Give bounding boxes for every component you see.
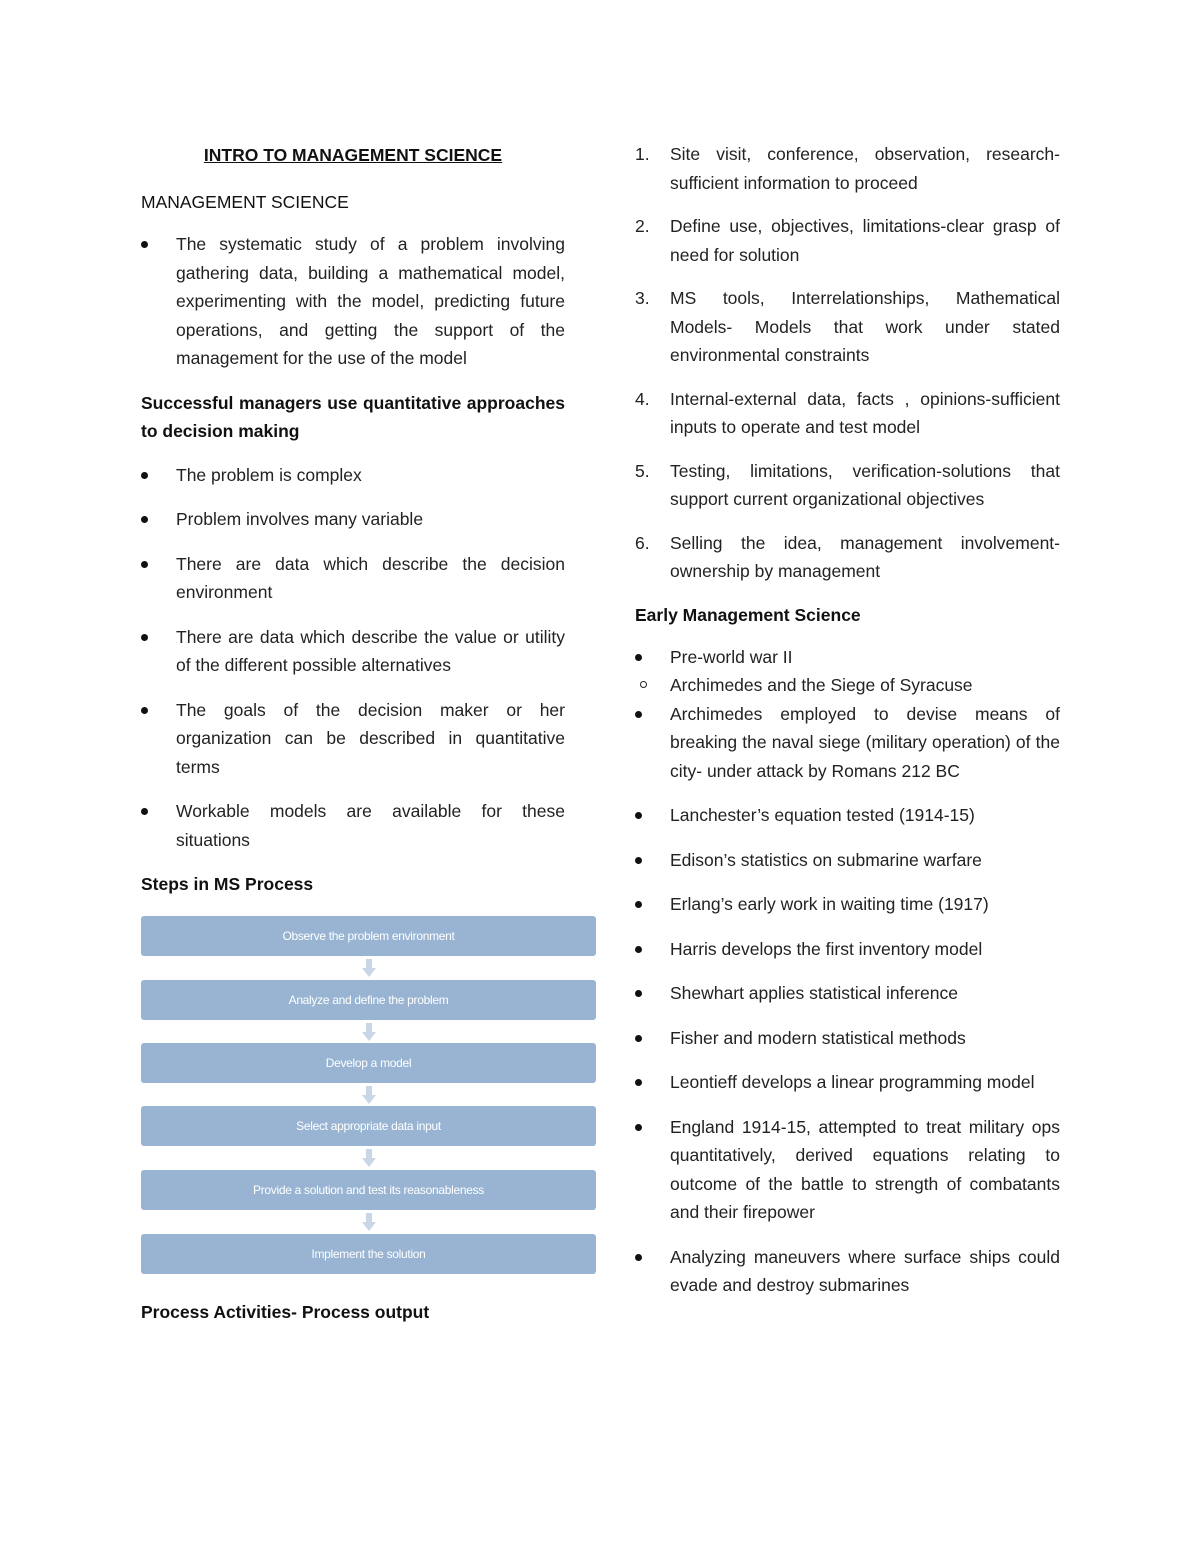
item-number: 5. <box>635 460 650 481</box>
quantitative-list <box>141 461 565 855</box>
list-item <box>141 696 565 782</box>
item-number: 1. <box>635 144 650 164</box>
sub-item-text: Archimedes and the Siege of Syracuse <box>670 675 973 695</box>
numbered-item <box>635 385 1060 442</box>
numbered-item <box>635 284 1060 370</box>
list-item-text: There are data which describe the decision environment <box>176 553 565 602</box>
bullet-icon <box>635 946 642 953</box>
flow-step: Observe the problem environment <box>141 916 596 956</box>
item-text: Internal-external data, facts , opinions-sufficient inputs to operate and test model <box>670 388 1060 437</box>
down-arrow-icon <box>362 1086 376 1104</box>
bullet-icon <box>635 711 642 718</box>
list-item <box>141 461 565 490</box>
item-number: 2. <box>635 216 650 236</box>
list-item <box>635 1113 1060 1227</box>
activities-list <box>635 140 1060 586</box>
bullet-icon <box>635 1254 642 1261</box>
list-item-text: Problem involves many variable <box>176 509 424 529</box>
down-arrow-icon <box>362 1149 376 1167</box>
circle-bullet-icon <box>640 681 647 688</box>
list-item-text: There are data which describe the value or utility of the different possible alternatives <box>176 626 565 675</box>
bullet-icon <box>635 1079 642 1086</box>
flow-step: Provide a solution and test its reasonableness <box>141 1170 596 1210</box>
list-item <box>141 797 565 854</box>
bullet-icon <box>635 901 642 908</box>
sub-list-item <box>635 671 1060 700</box>
bullet-icon <box>635 654 642 661</box>
early-ms-heading: Early Management Science <box>635 604 861 625</box>
bullet-icon <box>141 241 148 248</box>
list-item-text: Archimedes employed to devise means of breaking the naval siege (military operation) of the city- under attack by Romans 212 BC <box>670 703 1060 781</box>
bullet-icon <box>141 707 148 714</box>
bullet-icon <box>635 1124 642 1131</box>
activities-heading: Process Activities- Process output <box>141 1302 430 1322</box>
list-item <box>635 935 1060 964</box>
list-item-text: Pre-world war II <box>670 646 793 667</box>
flow-step: Select appropriate data input <box>141 1106 596 1146</box>
flow-step: Analyze and define the problem <box>141 980 596 1020</box>
list-item-text: Workable models are available for these situations <box>176 801 565 850</box>
item-text: Define use, objectives, limitations-clear grasp of need for solution <box>670 216 1060 265</box>
list-item <box>635 1068 1060 1097</box>
right-column <box>635 140 1060 1316</box>
list-item-text: Erlang’s early work in waiting time (1917) <box>670 894 989 914</box>
list-item-text: Lanchester’s equation tested (1914-15) <box>670 805 975 825</box>
list-item <box>635 1024 1060 1053</box>
down-arrow-icon <box>362 1213 376 1231</box>
list-item-text: Harris develops the first inventory model <box>670 938 983 959</box>
numbered-item <box>635 457 1060 514</box>
bullet-icon <box>635 812 642 819</box>
bullet-icon <box>141 561 148 568</box>
list-item <box>635 700 1060 786</box>
management-science-heading: MANAGEMENT SCIENCE <box>141 192 349 212</box>
bullet-icon <box>635 1035 642 1042</box>
list-item-text: Analyzing maneuvers where surface ships could evade and destroy submarines <box>670 1246 1060 1295</box>
list-item <box>635 801 1060 830</box>
definition-text: The systematic study of a problem involving gathering data, building a mathematical model, experimenting with the model, predicting future operations, and getting the support of the management for the use of the model <box>176 234 565 368</box>
flow-step: Implement the solution <box>141 1234 596 1274</box>
list-item <box>635 890 1060 919</box>
quantitative-heading: Successful managers use quantitative approaches to decision making <box>141 392 565 441</box>
list-item-text: Leontieff develops a linear programming model <box>670 1072 1035 1092</box>
list-item-text: England 1914-15, attempted to treat military ops quantitatively, derived equations relating to outcome of the battle to strength of combatants and their firepower <box>670 1116 1060 1222</box>
ms-process-flowchart <box>141 916 596 1276</box>
list-item <box>635 979 1060 1008</box>
list-item-text: Fisher and modern statistical methods <box>670 1027 966 1048</box>
flow-step: Develop a model <box>141 1043 596 1083</box>
list-item-text: Shewhart applies statistical inference <box>670 983 958 1003</box>
down-arrow-icon <box>362 1023 376 1041</box>
list-item-text: The problem is complex <box>176 464 362 485</box>
list-item <box>635 846 1060 875</box>
list-item <box>635 1243 1060 1300</box>
bullet-icon <box>635 990 642 997</box>
steps-heading: Steps in MS Process <box>141 874 314 894</box>
bullet-icon <box>141 516 148 523</box>
item-text: Selling the idea, management involvement-ownership by management <box>670 532 1060 581</box>
early-ms-list <box>635 643 1060 672</box>
numbered-item <box>635 529 1060 586</box>
item-number: 3. <box>635 288 650 308</box>
down-arrow-icon <box>362 959 376 977</box>
bullet-icon <box>141 472 148 479</box>
item-number: 6. <box>635 532 650 553</box>
item-text: MS tools, Interrelationships, Mathematical Models- Models that work under stated environmental constraints <box>670 288 1060 365</box>
left-column <box>141 140 565 1340</box>
bullet-icon <box>141 634 148 641</box>
numbered-item <box>635 212 1060 269</box>
numbered-item <box>635 140 1060 197</box>
early-ms-list-continued <box>635 700 1060 1300</box>
list-item <box>635 643 1060 672</box>
item-number: 4. <box>635 388 650 409</box>
bullet-icon <box>141 808 148 815</box>
item-text: Testing, limitations, verification-solutions that support current organizational objectives <box>670 460 1060 509</box>
list-item <box>141 230 565 373</box>
list-item <box>141 550 565 607</box>
list-item <box>141 505 565 534</box>
bullet-icon <box>635 857 642 864</box>
list-item <box>141 623 565 680</box>
item-text: Site visit, conference, observation, research-sufficient information to proceed <box>670 144 1060 193</box>
list-item-text: The goals of the decision maker or her organization can be described in quantitative terms <box>176 699 565 777</box>
list-item-text: Edison’s statistics on submarine warfare <box>670 849 982 870</box>
document-title: INTRO TO MANAGEMENT SCIENCE <box>203 145 503 165</box>
definition-list <box>141 230 565 373</box>
